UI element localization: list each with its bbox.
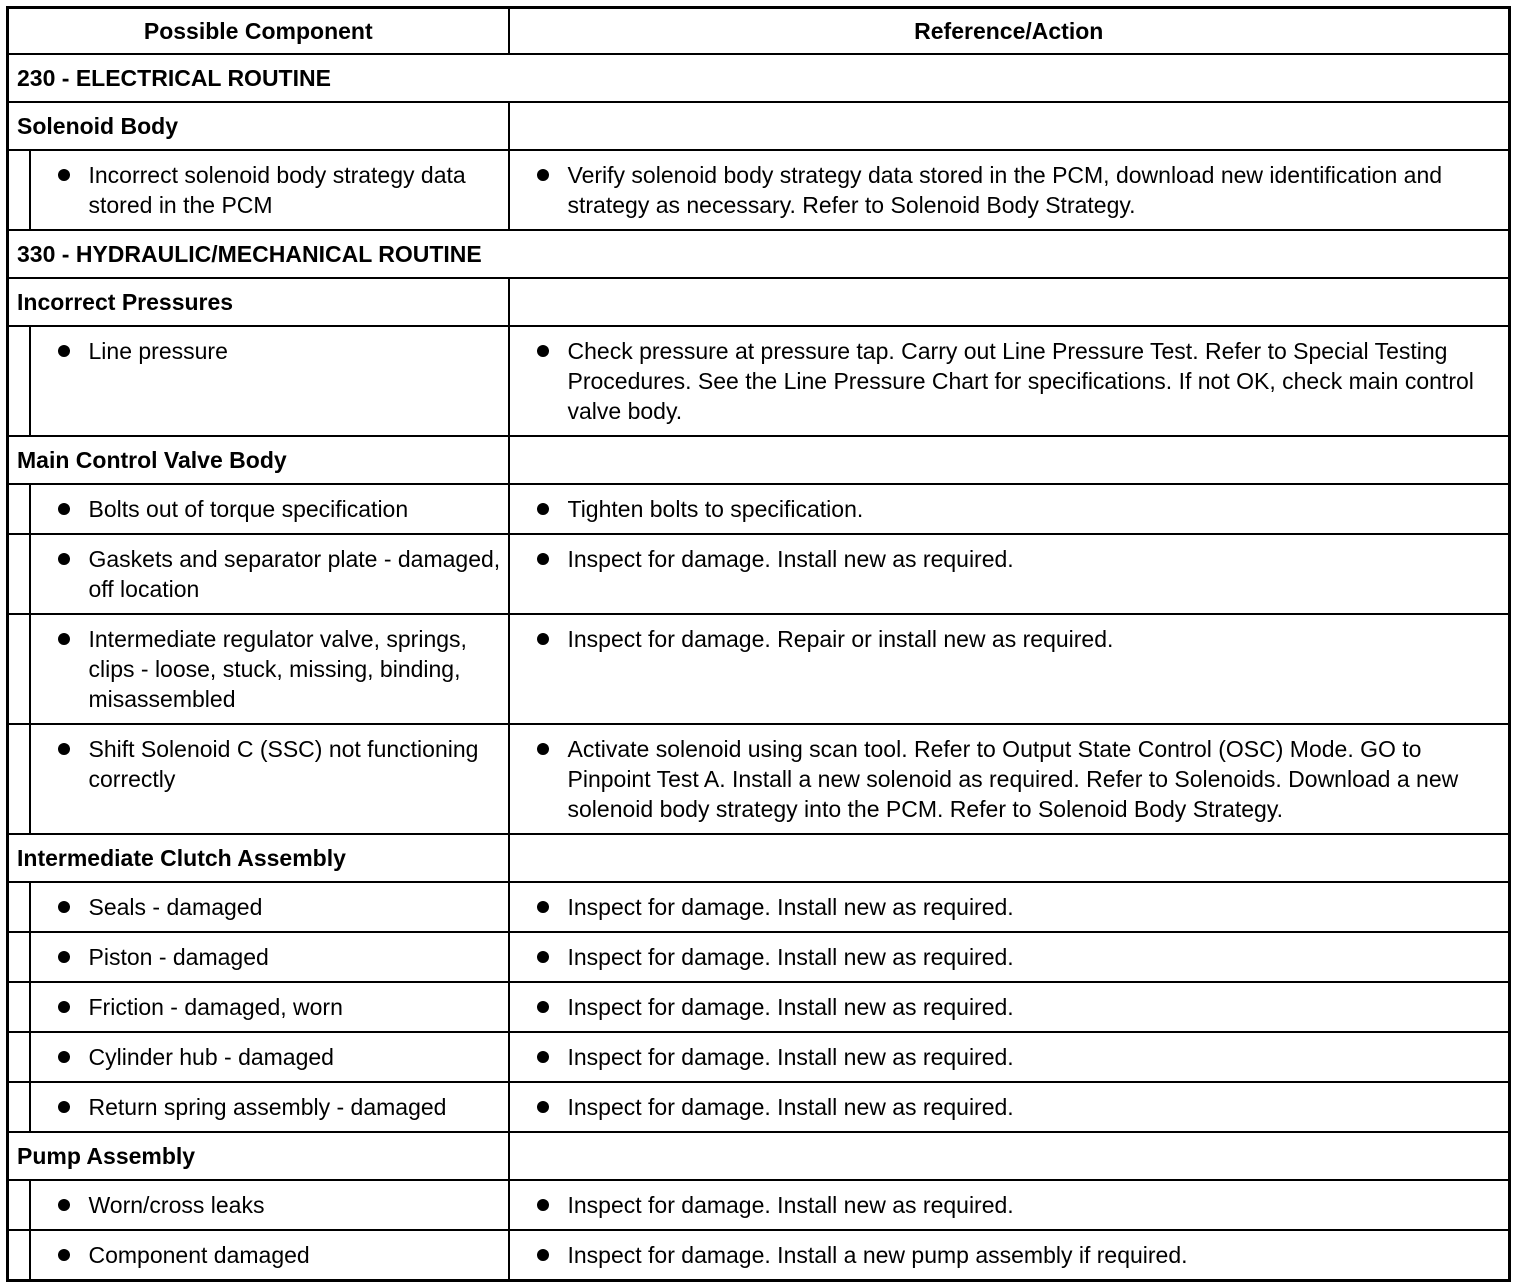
group-row <box>8 1132 1510 1180</box>
table-row <box>8 1180 1510 1230</box>
action-text: Check pressure at pressure tap. Carry out Line Pressure Test. Refer to Special Testing Procedures. See the Line Pressure Chart for specifications. If not OK, check main control valve body. <box>567 338 1474 424</box>
action-cell <box>509 326 1510 436</box>
component-cell <box>30 1032 509 1082</box>
table-row <box>8 614 1510 724</box>
indent-cell <box>8 982 30 1032</box>
action-item <box>510 883 1509 931</box>
action-item <box>510 535 1509 583</box>
action-cell <box>509 1180 1510 1230</box>
component-text: Incorrect solenoid body strategy data stored in the PCM <box>88 162 466 218</box>
table-row <box>8 724 1510 834</box>
table-row <box>8 326 1510 436</box>
section-row <box>8 230 1510 278</box>
table-row <box>8 150 1510 230</box>
action-item <box>510 1181 1509 1229</box>
component-cell <box>30 932 509 982</box>
action-item <box>510 933 1509 981</box>
action-cell <box>509 484 1510 534</box>
action-cell <box>509 1230 1510 1281</box>
action-item <box>510 327 1509 435</box>
action-item <box>510 485 1509 533</box>
indent-cell <box>8 326 30 436</box>
action-cell <box>509 724 1510 834</box>
component-item <box>31 1181 508 1229</box>
group-row <box>8 278 1510 326</box>
component-item <box>31 1033 508 1081</box>
component-text: Bolts out of torque specification <box>88 496 409 522</box>
component-text: Worn/cross leaks <box>88 1192 265 1218</box>
bullet-icon <box>537 169 549 181</box>
group-label: Pump Assembly <box>8 1132 509 1180</box>
action-cell <box>509 614 1510 724</box>
table-row <box>8 484 1510 534</box>
table-row <box>8 534 1510 614</box>
action-cell <box>509 534 1510 614</box>
header-possible-component: Possible Component <box>8 8 509 55</box>
action-item <box>510 1231 1509 1279</box>
component-cell <box>30 484 509 534</box>
action-text: Inspect for damage. Install new as required. <box>567 994 1014 1020</box>
component-cell <box>30 1230 509 1281</box>
table-header-row <box>8 8 1510 55</box>
component-item <box>31 883 508 931</box>
table-row <box>8 1230 1510 1281</box>
component-item <box>31 983 508 1031</box>
component-text: Gaskets and separator plate - damaged, off location <box>88 546 501 602</box>
action-cell <box>509 882 1510 932</box>
bullet-icon <box>58 345 70 357</box>
action-text: Inspect for damage. Repair or install new as required. <box>567 626 1114 652</box>
component-item <box>31 933 508 981</box>
group-row <box>8 436 1510 484</box>
bullet-icon <box>537 345 549 357</box>
bullet-icon <box>58 1051 70 1063</box>
bullet-icon <box>58 1249 70 1261</box>
component-item <box>31 615 508 723</box>
indent-cell <box>8 882 30 932</box>
action-text: Verify solenoid body strategy data stored in the PCM, download new identification and strategy as necessary. Refer to Solenoid Body Strategy. <box>567 162 1443 218</box>
component-text: Cylinder hub - damaged <box>88 1044 334 1070</box>
action-cell <box>509 982 1510 1032</box>
table-row <box>8 882 1510 932</box>
indent-cell <box>8 484 30 534</box>
component-text: Line pressure <box>88 338 228 364</box>
action-text: Inspect for damage. Install new as required. <box>567 944 1014 970</box>
section-title: 330 - HYDRAULIC/MECHANICAL ROUTINE <box>8 230 1510 278</box>
action-item <box>510 1033 1509 1081</box>
indent-cell <box>8 932 30 982</box>
component-cell <box>30 1180 509 1230</box>
bullet-icon <box>537 1001 549 1013</box>
indent-cell <box>8 1082 30 1132</box>
section-row <box>8 54 1510 102</box>
action-item <box>510 983 1509 1031</box>
bullet-icon <box>58 169 70 181</box>
action-text: Tighten bolts to specification. <box>567 496 864 522</box>
indent-cell <box>8 1230 30 1281</box>
bullet-icon <box>537 743 549 755</box>
group-action-empty <box>509 834 1510 882</box>
table-row <box>8 982 1510 1032</box>
action-text: Inspect for damage. Install new as required. <box>567 1192 1014 1218</box>
group-row <box>8 834 1510 882</box>
bullet-icon <box>58 901 70 913</box>
bullet-icon <box>537 1249 549 1261</box>
action-cell <box>509 1082 1510 1132</box>
group-row <box>8 102 1510 150</box>
action-item <box>510 151 1509 229</box>
component-text: Return spring assembly - damaged <box>88 1094 447 1120</box>
action-text: Inspect for damage. Install new as required. <box>567 1094 1014 1120</box>
component-text: Seals - damaged <box>88 894 263 920</box>
component-item <box>31 1083 508 1131</box>
bullet-icon <box>58 633 70 645</box>
component-text: Friction - damaged, worn <box>88 994 343 1020</box>
component-item <box>31 327 508 375</box>
component-item <box>31 151 508 229</box>
component-item <box>31 535 508 613</box>
component-text: Shift Solenoid C (SSC) not functioning correctly <box>88 736 479 792</box>
component-item <box>31 485 508 533</box>
indent-cell <box>8 724 30 834</box>
diagnosis-table <box>6 6 1511 1282</box>
component-cell <box>30 534 509 614</box>
group-action-empty <box>509 102 1510 150</box>
bullet-icon <box>58 951 70 963</box>
group-action-empty <box>509 278 1510 326</box>
action-text: Inspect for damage. Install new as required. <box>567 1044 1014 1070</box>
component-item <box>31 725 508 803</box>
action-cell <box>509 150 1510 230</box>
component-cell <box>30 326 509 436</box>
group-action-empty <box>509 436 1510 484</box>
action-cell <box>509 932 1510 982</box>
bullet-icon <box>58 503 70 515</box>
action-text: Inspect for damage. Install new as required. <box>567 546 1014 572</box>
action-item <box>510 1083 1509 1131</box>
bullet-icon <box>537 1101 549 1113</box>
indent-cell <box>8 614 30 724</box>
bullet-icon <box>58 743 70 755</box>
indent-cell <box>8 1180 30 1230</box>
table-body <box>8 54 1510 1281</box>
bullet-icon <box>537 1051 549 1063</box>
group-label: Intermediate Clutch Assembly <box>8 834 509 882</box>
bullet-icon <box>537 633 549 645</box>
action-text: Inspect for damage. Install new as required. <box>567 894 1014 920</box>
table-row <box>8 932 1510 982</box>
header-reference-action: Reference/Action <box>509 8 1510 55</box>
indent-cell <box>8 1032 30 1082</box>
component-text: Piston - damaged <box>88 944 269 970</box>
bullet-icon <box>58 553 70 565</box>
component-cell <box>30 150 509 230</box>
bullet-icon <box>58 1001 70 1013</box>
action-text: Activate solenoid using scan tool. Refer to Output State Control (OSC) Mode. GO to Pinpoint Test A. Install a new solenoid as required. Refer to Solenoids. Download a new solenoid body strategy into the PCM. Refer to Solenoid Body Strategy. <box>567 736 1459 822</box>
bullet-icon <box>537 503 549 515</box>
indent-cell <box>8 534 30 614</box>
action-cell <box>509 1032 1510 1082</box>
component-cell <box>30 1082 509 1132</box>
component-cell <box>30 882 509 932</box>
bullet-icon <box>537 553 549 565</box>
bullet-icon <box>58 1199 70 1211</box>
component-cell <box>30 614 509 724</box>
component-text: Intermediate regulator valve, springs, clips - loose, stuck, missing, binding, misassembled <box>88 626 467 712</box>
table-row <box>8 1082 1510 1132</box>
action-item <box>510 725 1509 833</box>
group-label: Solenoid Body <box>8 102 509 150</box>
indent-cell <box>8 150 30 230</box>
bullet-icon <box>537 901 549 913</box>
table-row <box>8 1032 1510 1082</box>
bullet-icon <box>58 1101 70 1113</box>
action-item <box>510 615 1509 663</box>
bullet-icon <box>537 1199 549 1211</box>
section-title: 230 - ELECTRICAL ROUTINE <box>8 54 1510 102</box>
group-label: Incorrect Pressures <box>8 278 509 326</box>
component-text: Component damaged <box>88 1242 310 1268</box>
component-item <box>31 1231 508 1279</box>
group-action-empty <box>509 1132 1510 1180</box>
group-label: Main Control Valve Body <box>8 436 509 484</box>
action-text: Inspect for damage. Install a new pump assembly if required. <box>567 1242 1188 1268</box>
component-cell <box>30 724 509 834</box>
bullet-icon <box>537 951 549 963</box>
component-cell <box>30 982 509 1032</box>
